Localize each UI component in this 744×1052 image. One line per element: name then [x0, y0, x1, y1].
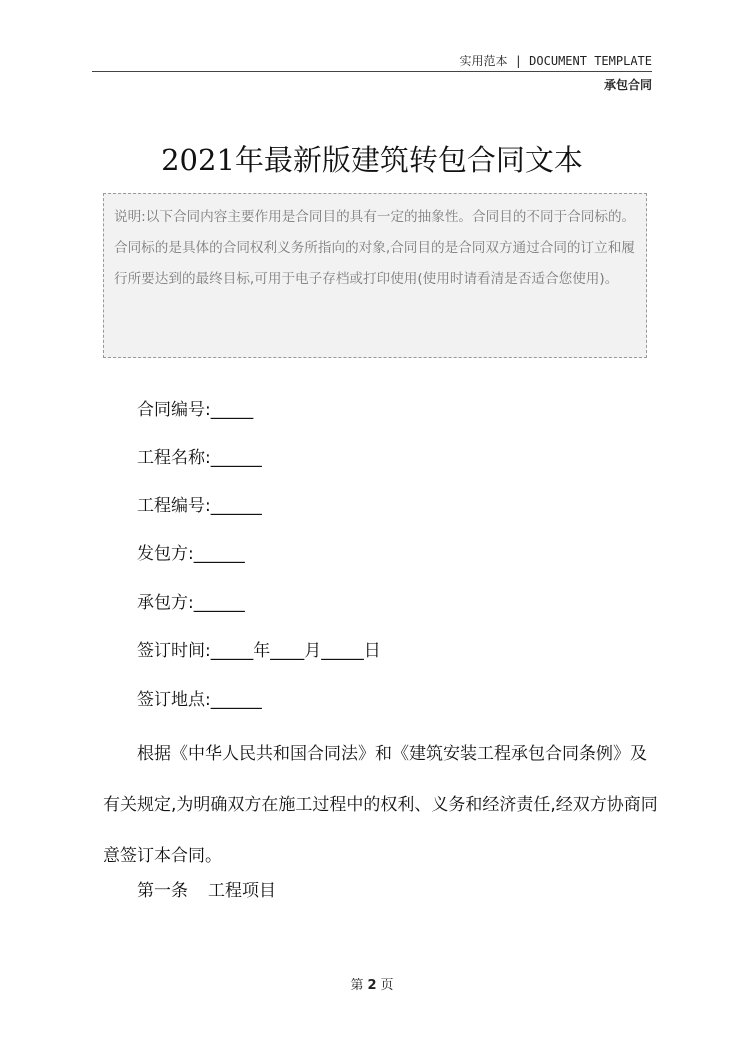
field-signing-date: 签订时间:_____年____月_____日	[137, 641, 381, 661]
field-project-name: 工程名称:______	[137, 448, 262, 468]
intro-paragraph: 根据《中华人民共和国合同法》和《建筑安装工程承包合同条例》及有关规定,为明确双方在施工过程中的权利、义务和经济责任,经双方协商同意签订本合同。	[103, 744, 658, 866]
field-signing-place: 签订地点:______	[137, 690, 262, 710]
field-contractor: 承包方:______	[137, 593, 245, 613]
field-employer: 发包方:______	[137, 544, 245, 564]
article-number: 第一条	[137, 881, 188, 901]
document-title: 2021年最新版建筑转包合同文本	[161, 143, 583, 177]
article-heading	[137, 876, 276, 901]
header-rule	[92, 71, 652, 72]
page-suffix: 页	[380, 978, 394, 993]
page-prefix: 第	[350, 978, 364, 993]
page-footer	[0, 974, 744, 993]
header-doc-type: 实用范本 | DOCUMENT TEMPLATE	[459, 54, 652, 68]
field-project-number: 工程编号:______	[137, 496, 262, 516]
description-note: 说明:以下合同内容主要作用是合同目的具有一定的抽象性。合同目的不同于合同标的。合同标的是具体的合同权利义务所指向的对象,合同目的是合同双方通过合同的订立和履行所要达到的最终目标,可用于电子存档或打印使用(使用时请看清是否适合您使用)。	[103, 193, 647, 358]
article-title: 工程项目	[208, 881, 276, 901]
page-number: 2	[367, 978, 377, 993]
header-category: 承包合同	[603, 78, 652, 92]
field-contract-number: 合同编号:_____	[137, 400, 254, 420]
